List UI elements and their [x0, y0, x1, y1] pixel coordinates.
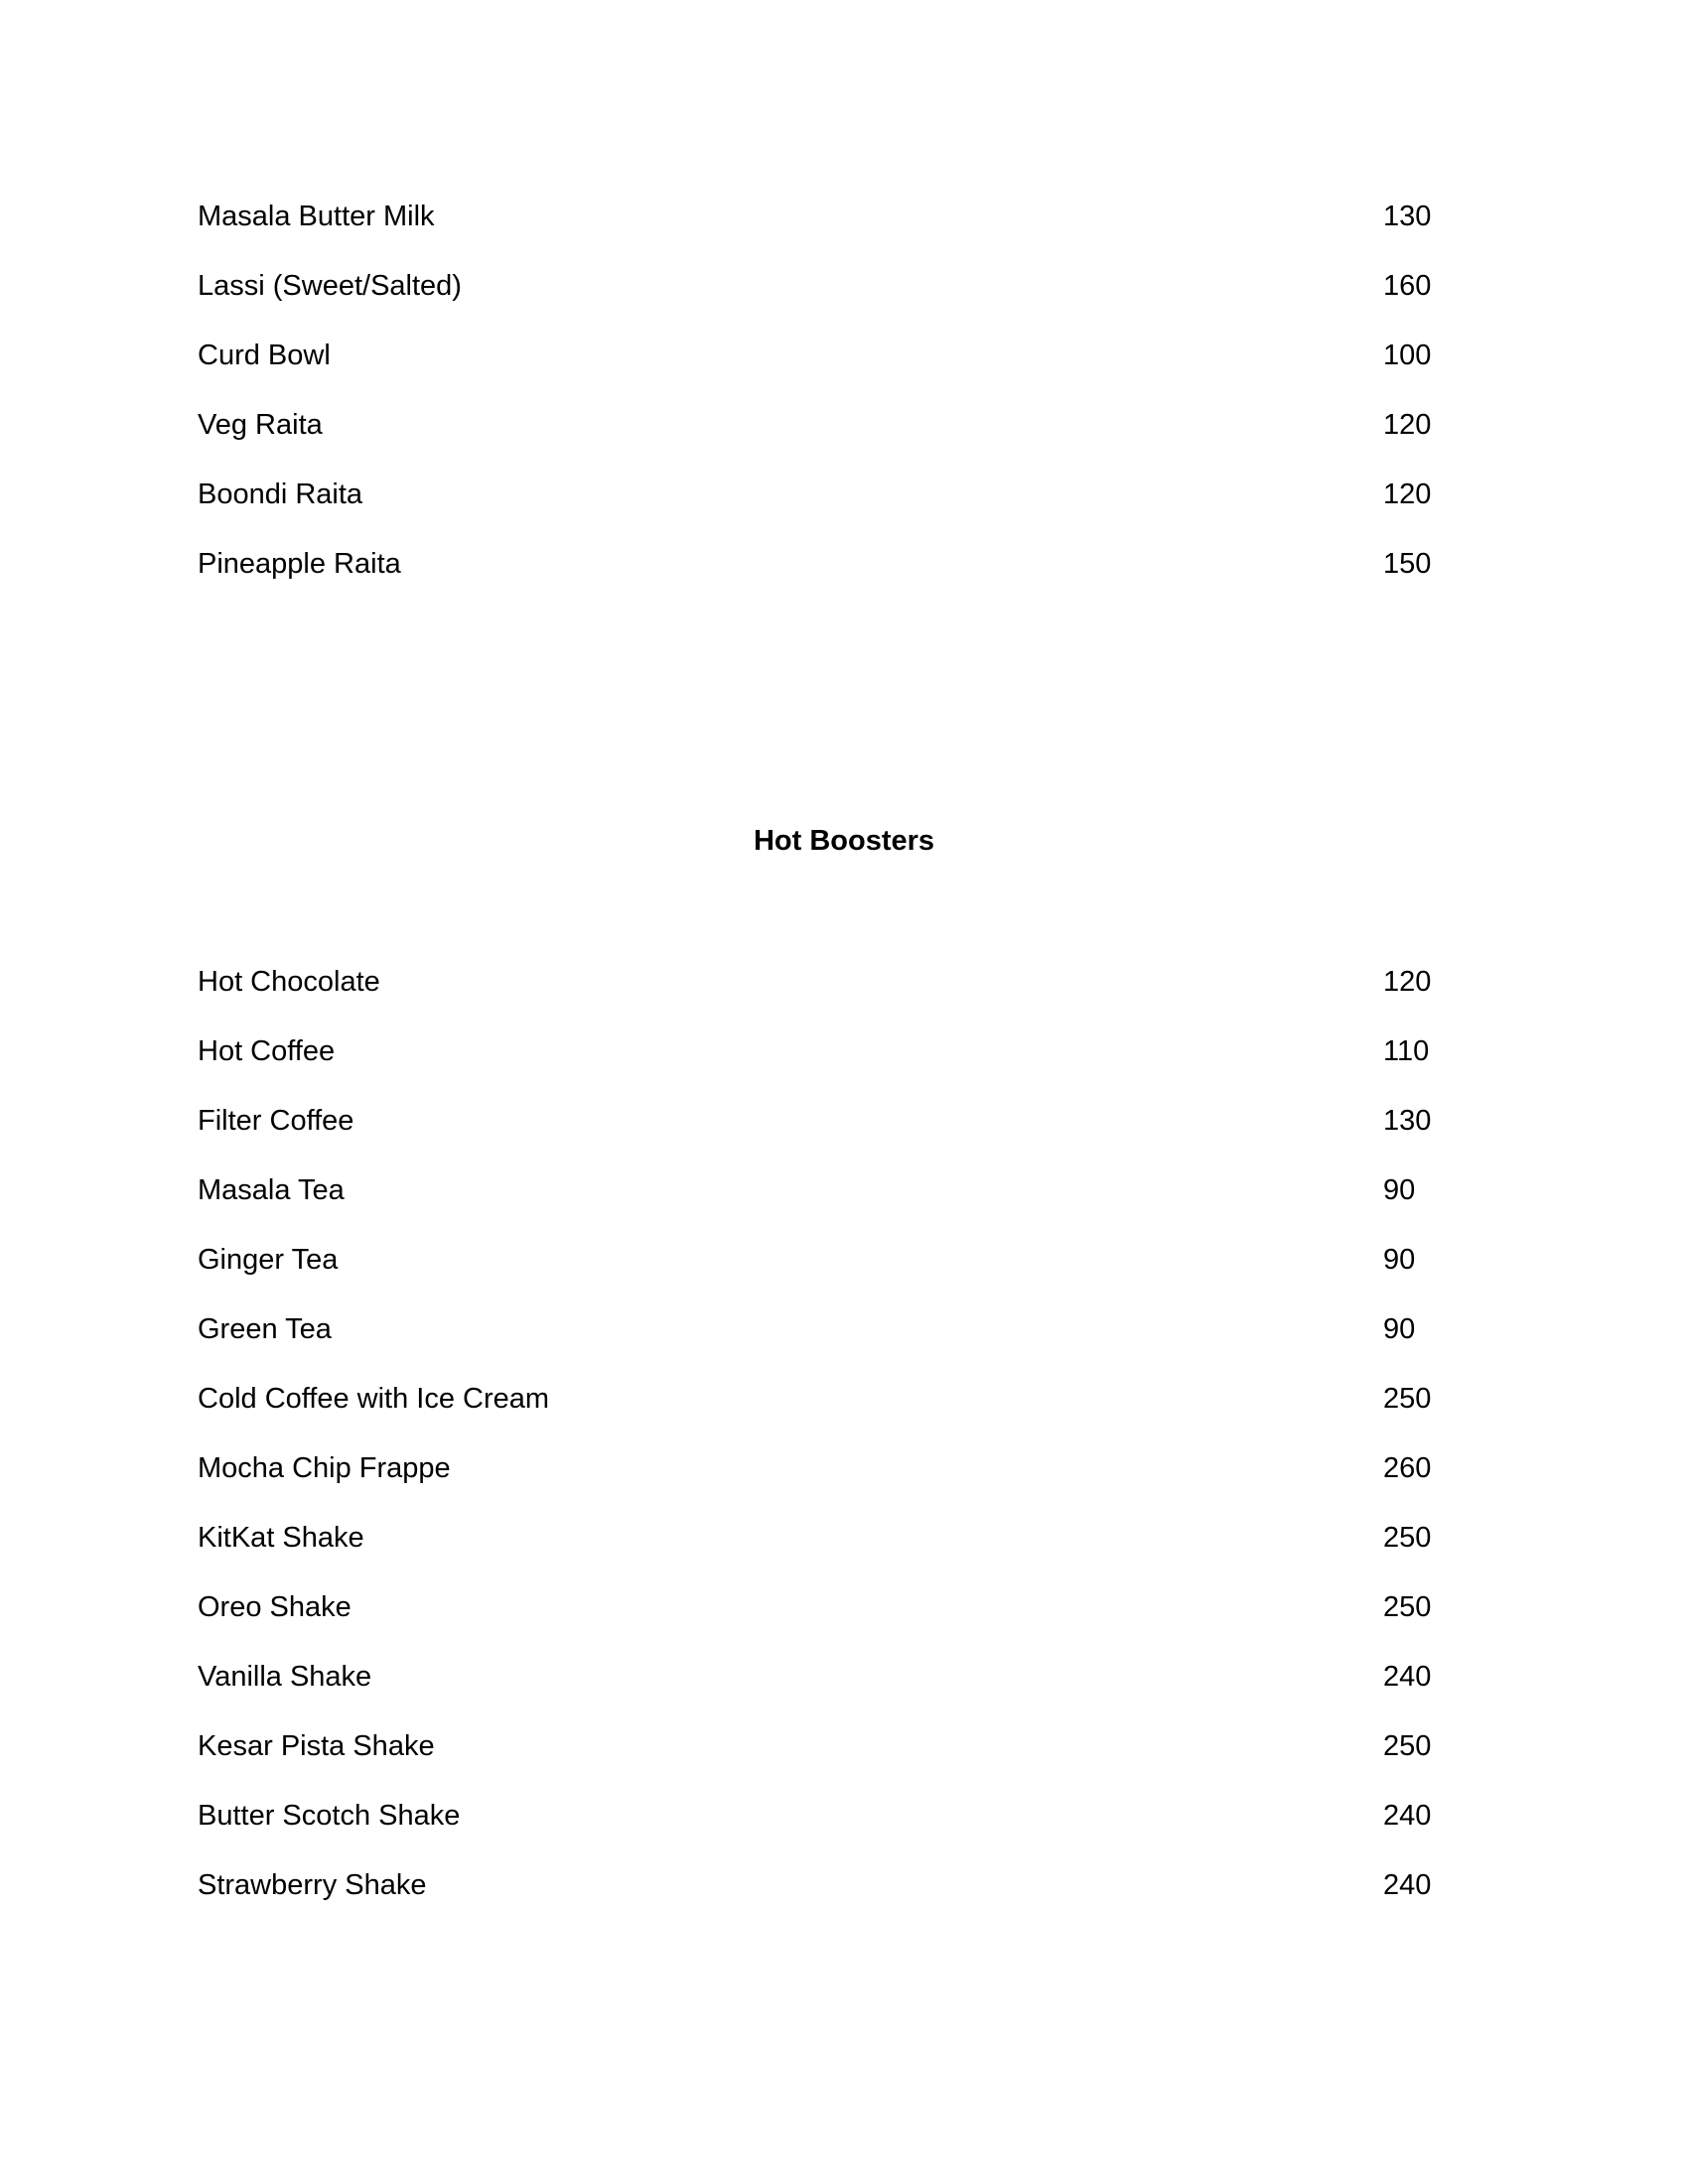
menu-item: [0, 1726, 1688, 1766]
menu-item-name: Cold Coffee with Ice Cream: [198, 1383, 550, 1415]
menu-item-price: 120: [1383, 966, 1432, 998]
menu-item: [0, 1518, 1688, 1558]
menu-item-price: 120: [1383, 409, 1432, 441]
menu-item-name: Oreo Shake: [198, 1591, 352, 1623]
menu-item-price: 150: [1383, 548, 1432, 580]
menu-item: [0, 1309, 1688, 1349]
menu-item-price: 250: [1383, 1730, 1432, 1762]
menu-item: [0, 266, 1688, 306]
menu-item: [0, 1865, 1688, 1905]
menu-item-price: 250: [1383, 1383, 1432, 1415]
menu-item: [0, 1240, 1688, 1280]
menu-item: [0, 475, 1688, 514]
menu-item-price: 240: [1383, 1869, 1432, 1901]
menu-item-name: Kesar Pista Shake: [198, 1730, 435, 1762]
menu-item-name: Ginger Tea: [198, 1244, 339, 1276]
menu-item-name: Filter Coffee: [198, 1105, 354, 1137]
menu-item-price: 130: [1383, 201, 1432, 232]
menu-item-name: Pineapple Raita: [198, 548, 401, 580]
menu-item: [0, 1448, 1688, 1488]
menu-item-price: 240: [1383, 1800, 1432, 1832]
menu-item: [0, 544, 1688, 584]
menu-item-name: Veg Raita: [198, 409, 323, 441]
menu-item-name: Strawberry Shake: [198, 1869, 427, 1901]
menu-item-price: 130: [1383, 1105, 1432, 1137]
menu-item-price: 160: [1383, 270, 1432, 302]
menu-item-name: KitKat Shake: [198, 1522, 364, 1554]
menu-item-name: Boondi Raita: [198, 478, 363, 510]
menu-item-price: 120: [1383, 478, 1432, 510]
menu-item-name: Hot Chocolate: [198, 966, 380, 998]
menu-item-price: 90: [1383, 1174, 1416, 1206]
menu-item: [0, 336, 1688, 375]
menu-item: [0, 197, 1688, 236]
menu-item-name: Green Tea: [198, 1313, 332, 1345]
menu-item-name: Masala Butter Milk: [198, 201, 435, 232]
menu-item: [0, 1031, 1688, 1071]
menu-item: [0, 1170, 1688, 1210]
menu-item-price: 250: [1383, 1522, 1432, 1554]
menu-item-price: 90: [1383, 1313, 1416, 1345]
menu-item-name: Butter Scotch Shake: [198, 1800, 461, 1832]
menu-item-price: 240: [1383, 1661, 1432, 1693]
menu-item-name: Curd Bowl: [198, 340, 331, 371]
section-title-hot-boosters: Hot Boosters: [753, 825, 935, 857]
menu-item-name: Vanilla Shake: [198, 1661, 372, 1693]
menu-item: [0, 405, 1688, 445]
menu-item-name: Hot Coffee: [198, 1035, 336, 1067]
menu-item: [0, 1101, 1688, 1141]
menu-item-name: Masala Tea: [198, 1174, 345, 1206]
menu-item-price: 90: [1383, 1244, 1416, 1276]
menu-item-price: 100: [1383, 340, 1432, 371]
menu-item: [0, 1796, 1688, 1836]
menu-item: [0, 1587, 1688, 1627]
menu-item: [0, 1379, 1688, 1419]
menu-item: [0, 962, 1688, 1002]
menu-item-price: 260: [1383, 1452, 1432, 1484]
menu-item-name: Mocha Chip Frappe: [198, 1452, 451, 1484]
menu-item-price: 110: [1383, 1035, 1430, 1067]
menu-item-price: 250: [1383, 1591, 1432, 1623]
menu-item-name: Lassi (Sweet/Salted): [198, 270, 462, 302]
menu-item: [0, 1657, 1688, 1697]
